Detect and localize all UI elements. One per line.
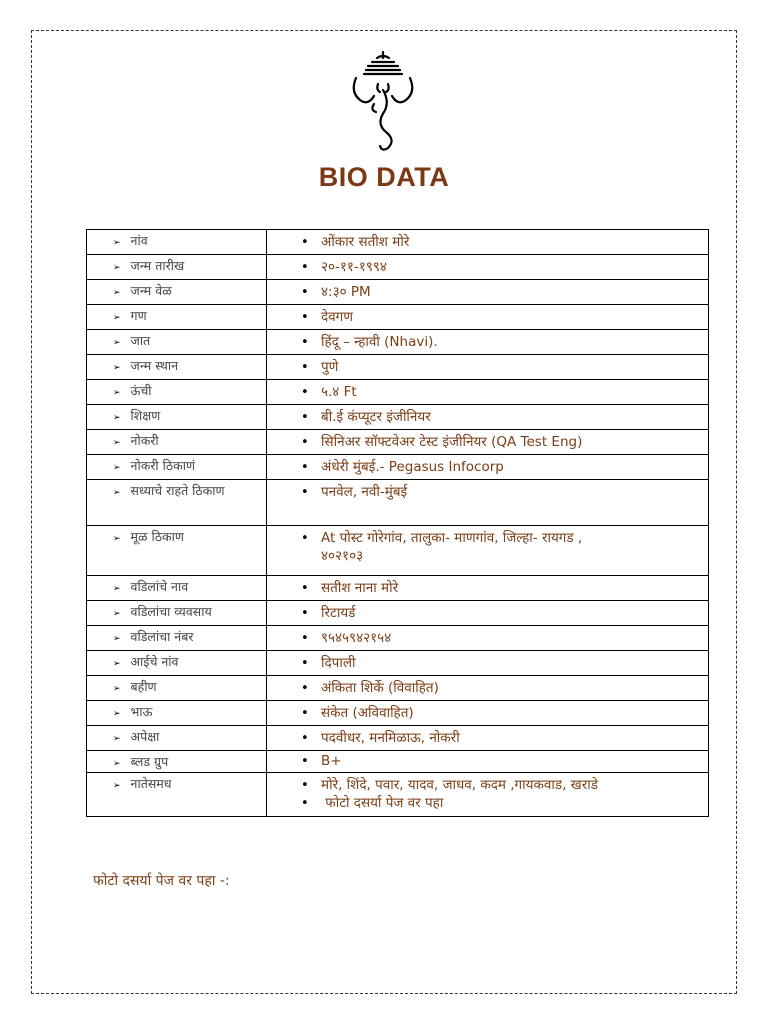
bullet-icon: • (301, 360, 309, 375)
table-row (87, 576, 709, 601)
row-label-cell (87, 526, 267, 576)
bullet-icon: • (301, 485, 309, 500)
table-row (87, 280, 709, 305)
row-label-cell (87, 701, 267, 726)
row-value-cell (267, 405, 709, 430)
footer-note: फोटो दसर्या पेज वर पहा -: (93, 873, 230, 889)
table-row (87, 405, 709, 430)
table-row (87, 526, 709, 576)
row-label: ब्लड ग्रुप (130, 754, 169, 769)
row-value-cell (267, 576, 709, 601)
arrow-bullet-icon: ➢ (113, 709, 121, 719)
row-value: B+ (321, 753, 342, 769)
arrow-bullet-icon: ➢ (113, 488, 121, 498)
row-value-cell (267, 255, 709, 280)
row-label-cell (87, 651, 267, 676)
arrow-bullet-icon: ➢ (113, 684, 121, 694)
arrow-bullet-icon: ➢ (113, 438, 121, 448)
row-label: नोकरी ठिकाणं (130, 458, 196, 473)
bullet-icon: • (301, 631, 309, 646)
row-label-cell (87, 330, 267, 355)
bullet-icon: • (301, 260, 309, 275)
row-label: जात (130, 333, 151, 348)
bullet-icon: • (301, 385, 309, 400)
table-row (87, 480, 709, 526)
row-label-cell (87, 305, 267, 330)
bullet-icon: • (301, 410, 309, 425)
row-label: ऊंची (130, 383, 152, 398)
arrow-bullet-icon: ➢ (113, 634, 121, 644)
bio-data-table (86, 229, 709, 817)
arrow-bullet-icon: ➢ (113, 781, 121, 791)
table-row (87, 773, 709, 817)
table-row (87, 726, 709, 751)
arrow-bullet-icon: ➢ (113, 609, 121, 619)
arrow-bullet-icon: ➢ (113, 363, 121, 373)
row-value-cell (267, 330, 709, 355)
bullet-icon: • (301, 706, 309, 721)
bullet-icon: • (301, 460, 309, 475)
bullet-icon: • (301, 606, 309, 621)
row-label-cell (87, 405, 267, 430)
row-label: जन्म तारीख (130, 258, 185, 273)
row-label: वडिलांचा व्यवसाय (130, 604, 212, 619)
row-value-cell (267, 230, 709, 255)
row-value: मोरे, शिंदे, पवार, यादव, जाधव, कदम ,गायकवाड, खराडे (321, 777, 598, 793)
row-label-cell (87, 280, 267, 305)
row-value: पनवेल, नवी-मुंबई (321, 484, 408, 500)
bullet-icon: • (301, 656, 309, 671)
table-row (87, 651, 709, 676)
bullet-icon: • (301, 285, 309, 300)
row-label-cell (87, 726, 267, 751)
row-value: ओंकार सतीश मोरे (321, 234, 410, 250)
row-label-cell (87, 751, 267, 773)
row-value-cell (267, 701, 709, 726)
table-row (87, 380, 709, 405)
row-label: अपेक्षा (130, 729, 160, 744)
row-label: नोकरी (130, 433, 159, 448)
bullet-icon: • (301, 531, 309, 546)
row-label-cell (87, 626, 267, 651)
row-value: दिपाली (321, 655, 356, 671)
bullet-icon: • (301, 235, 309, 250)
row-value-cell (267, 651, 709, 676)
row-label: भाऊ (130, 704, 153, 719)
bullet-icon: • (301, 335, 309, 350)
row-value-cell (267, 626, 709, 651)
table-row (87, 455, 709, 480)
arrow-bullet-icon: ➢ (113, 388, 121, 398)
row-value-cell (267, 355, 709, 380)
bullet-icon: • (301, 435, 309, 450)
row-label: नांव (130, 233, 148, 248)
row-value: संकेत (अविवाहित) (321, 705, 414, 721)
row-value: हिंदू – न्हावी (Nhavi). (321, 334, 438, 350)
row-value-cell (267, 601, 709, 626)
row-label: जन्म वेळ (130, 283, 172, 298)
arrow-bullet-icon: ➢ (113, 338, 121, 348)
row-value: सिनिअर सॉफ्टवेअर टेस्ट इंजीनियर (QA Test Eng) (321, 434, 583, 450)
row-value: रिटायर्ड (321, 605, 356, 621)
row-label: सध्याचे राहते ठिकाण (130, 483, 225, 498)
row-label-cell (87, 430, 267, 455)
row-label: वडिलांचे नाव (130, 579, 189, 594)
arrow-bullet-icon: ➢ (113, 734, 121, 744)
row-label: नातेसमध (130, 776, 172, 791)
row-value-cell (267, 380, 709, 405)
row-value: पुणे (321, 359, 339, 375)
table-row (87, 355, 709, 380)
row-label: शिक्षण (130, 408, 161, 423)
table-row (87, 305, 709, 330)
row-value: अंधेरी मुंबई.- Pegasus Infocorp (321, 459, 504, 475)
arrow-bullet-icon: ➢ (113, 238, 121, 248)
row-label: गण (130, 308, 147, 323)
row-label-cell (87, 601, 267, 626)
row-value-cell (267, 480, 709, 526)
arrow-bullet-icon: ➢ (113, 463, 121, 473)
row-label-cell (87, 230, 267, 255)
row-value: देवगण (321, 309, 354, 325)
table-row (87, 601, 709, 626)
row-value: अंकिता शिर्के (विवाहित) (321, 680, 439, 696)
table-row (87, 430, 709, 455)
row-value-cell (267, 430, 709, 455)
bullet-icon: • (301, 796, 309, 811)
row-label-cell (87, 355, 267, 380)
row-label-cell (87, 676, 267, 701)
arrow-bullet-icon: ➢ (113, 759, 121, 769)
row-value-cell (267, 726, 709, 751)
row-label-cell (87, 455, 267, 480)
bullet-icon: • (301, 310, 309, 325)
row-value: ५.४ Ft (321, 384, 357, 400)
bullet-icon: • (301, 681, 309, 696)
row-value-continued: फोटो दसर्या पेज वर पहा (321, 795, 444, 811)
row-label: आईचे नांव (130, 654, 179, 669)
table-row (87, 330, 709, 355)
row-value-cell (267, 305, 709, 330)
row-label-cell (87, 773, 267, 817)
row-value-cell (267, 455, 709, 480)
row-value-continued: ४०२१०३ (321, 548, 364, 564)
arrow-bullet-icon: ➢ (113, 263, 121, 273)
row-label-cell (87, 480, 267, 526)
page-title: BIO DATA (318, 162, 450, 192)
table-row (87, 230, 709, 255)
row-label-cell (87, 380, 267, 405)
row-value-cell (267, 751, 709, 773)
arrow-bullet-icon: ➢ (113, 288, 121, 298)
table-row (87, 255, 709, 280)
row-value: पदवीधर, मनमिळाऊ, नोकरी (321, 730, 460, 746)
arrow-bullet-icon: ➢ (113, 534, 121, 544)
bullet-icon: • (301, 731, 309, 746)
row-label: वडिलांचा नंबर (130, 629, 194, 644)
table-row (87, 701, 709, 726)
bullet-icon: • (301, 581, 309, 596)
row-value: सतीश नाना मोरे (321, 580, 399, 596)
row-value: बी.ई कंप्यूटर इंजीनियर (321, 409, 431, 425)
row-value: २०-११-१९९४ (321, 259, 387, 275)
table-row (87, 676, 709, 701)
row-value-cell (267, 526, 709, 576)
table-row (87, 751, 709, 773)
row-label: बहीण (130, 679, 157, 694)
row-label: मूळ ठिकाण (130, 529, 184, 544)
arrow-bullet-icon: ➢ (113, 313, 121, 323)
row-value-cell (267, 676, 709, 701)
bullet-icon: • (301, 778, 309, 793)
row-value: ९५४५९४२१५४ (321, 630, 392, 646)
row-label-cell (87, 576, 267, 601)
bullet-icon: • (301, 754, 309, 769)
row-label: जन्म स्थान (130, 358, 179, 373)
arrow-bullet-icon: ➢ (113, 413, 121, 423)
row-value-cell (267, 280, 709, 305)
row-label-cell (87, 255, 267, 280)
row-value-cell (267, 773, 709, 817)
row-value: ४:३० PM (321, 284, 371, 300)
arrow-bullet-icon: ➢ (113, 584, 121, 594)
ganesha-logo (346, 46, 420, 154)
arrow-bullet-icon: ➢ (113, 659, 121, 669)
table-row (87, 626, 709, 651)
row-value: At पोस्ट गोरेगांव, तालुका- माणगांव, जिल्हा- रायगड , (321, 530, 583, 546)
